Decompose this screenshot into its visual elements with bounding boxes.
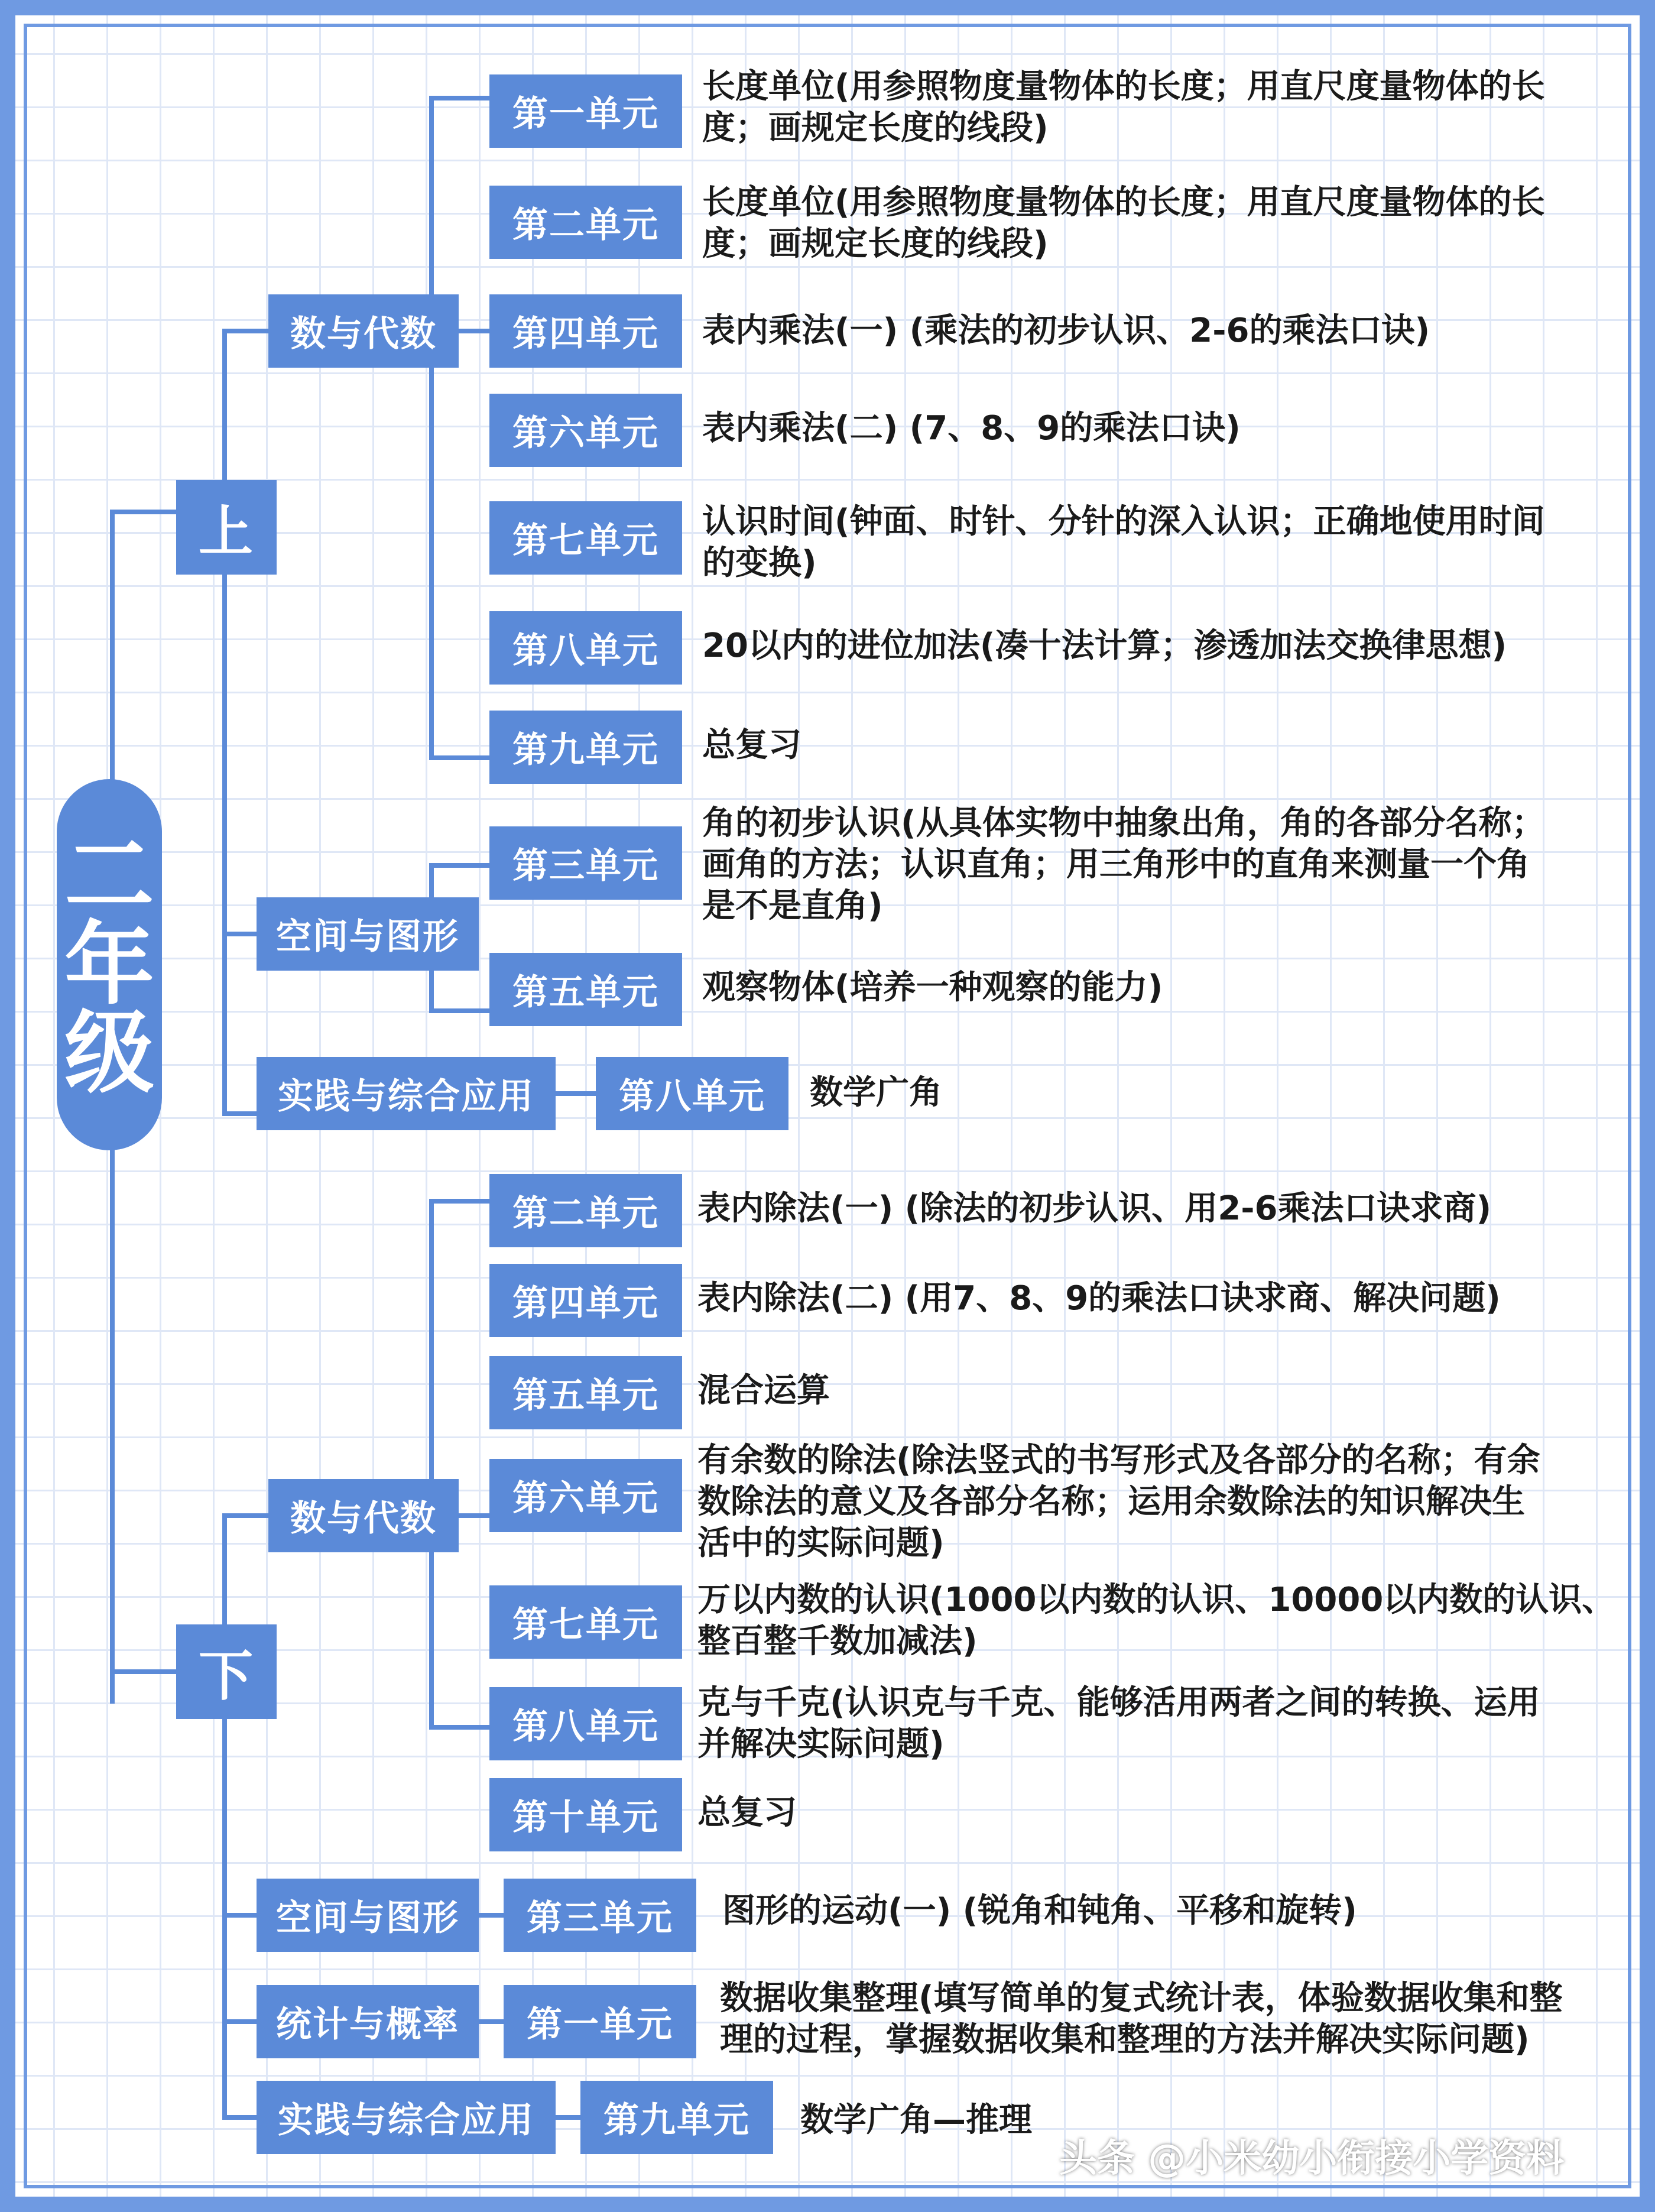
upper-unit-8-desc: 20以内的进位加法(凑十法计算；渗透加法交换律思想) [702,627,1507,665]
upper-unit-3: 第三单元 [489,826,682,900]
lower-unit-1-desc: 数据收集整理(填写简单的复式统计表，体验数据收集和整 理的过程，掌握数据收集和整理的方法并解决实际问题) [720,1979,1563,2059]
upper-unit-4: 第四单元 [489,294,682,368]
upper-unit-7: 第七单元 [489,501,682,575]
upper-unit-8-math-corner: 第八单元 [596,1057,788,1130]
upper-category-space-geometry: 空间与图形 [257,897,479,971]
upper-unit-7-desc: 认识时间(钟面、时针、分针的深入认识；正确地使用时间 的变换) [702,502,1545,582]
upper-unit-8-math-corner-desc: 数学广角 [810,1073,942,1112]
lower-unit-1: 第一单元 [504,1985,696,2058]
upper-half-label: 上 [176,480,277,575]
lower-unit-6-desc: 有余数的除法(除法竖式的书写形式及各部分的名称；有余 数除法的意义及各部分名称；运用余数除法的知识解决生 活中的实际问题) [697,1441,1540,1562]
lower-unit-8-desc: 克与千克(认识克与千克、能够活用两者之间的转换、运用 并解决实际问题) [697,1684,1540,1763]
lower-unit-3-desc: 图形的运动(一) (锐角和钝角、平移和旋转) [722,1892,1357,1930]
upper-unit-5-desc: 观察物体(培养一种观察的能力) [702,968,1163,1007]
lower-unit-10-desc: 总复习 [697,1793,797,1832]
upper-unit-5: 第五单元 [489,953,682,1026]
upper-unit-8: 第八单元 [489,611,682,685]
watermark: 头条 @小米幼小衔接小学资料 [1059,2137,1565,2181]
upper-unit-4-desc: 表内乘法(一) (乘法的初步认识、2-6的乘法口诀) [702,312,1430,350]
lower-half-label: 下 [176,1624,277,1719]
grade-badge: 二 年 级 [57,779,162,1150]
lower-unit-5-desc: 混合运算 [697,1371,830,1410]
lower-unit-6: 第六单元 [489,1459,682,1532]
lower-unit-2-desc: 表内除法(一) (除法的初步认识、用2-6乘法口诀求商) [697,1189,1492,1228]
upper-category-number-algebra: 数与代数 [268,294,459,368]
upper-unit-9-desc: 总复习 [702,726,801,764]
upper-unit-9: 第九单元 [489,711,682,784]
lower-unit-3: 第三单元 [504,1879,696,1952]
lower-unit-4: 第四单元 [489,1264,682,1337]
lower-category-space-geometry: 空间与图形 [257,1879,479,1952]
lower-unit-5: 第五单元 [489,1356,682,1429]
lower-unit-7-desc: 万以内数的认识(1000以内数的认识、10000以内数的认识、 整百整千数加减法) [697,1581,1615,1660]
upper-unit-2-desc: 长度单位(用参照物度量物体的长度；用直尺度量物体的长 度；画规定长度的线段) [702,183,1545,263]
upper-unit-1-desc: 长度单位(用参照物度量物体的长度；用直尺度量物体的长 度；画规定长度的线段) [702,67,1545,147]
lower-category-number-algebra: 数与代数 [268,1479,459,1552]
upper-unit-6: 第六单元 [489,394,682,467]
lower-unit-10: 第十单元 [489,1778,682,1851]
upper-unit-1: 第一单元 [489,74,682,148]
upper-unit-3-desc: 角的初步认识(从具体实物中抽象出角，角的各部分名称； 画角的方法；认识直角；用三角形中的直角来测量一个角 是不是直角) [702,804,1545,925]
upper-category-practice: 实践与综合应用 [257,1057,556,1130]
upper-unit-6-desc: 表内乘法(二) (7、8、9的乘法口诀) [702,409,1241,447]
lower-unit-4-desc: 表内除法(二) (用7、8、9的乘法口诀求商、解决问题) [697,1279,1501,1318]
lower-category-practice: 实践与综合应用 [257,2081,556,2154]
lower-category-statistics: 统计与概率 [257,1985,479,2058]
upper-unit-2: 第二单元 [489,186,682,259]
lower-unit-9-desc: 数学广角—推理 [800,2101,1032,2139]
lower-unit-2: 第二单元 [489,1174,682,1247]
lower-unit-9: 第九单元 [580,2081,773,2154]
lower-unit-7: 第七单元 [489,1585,682,1659]
lower-unit-8: 第八单元 [489,1687,682,1760]
